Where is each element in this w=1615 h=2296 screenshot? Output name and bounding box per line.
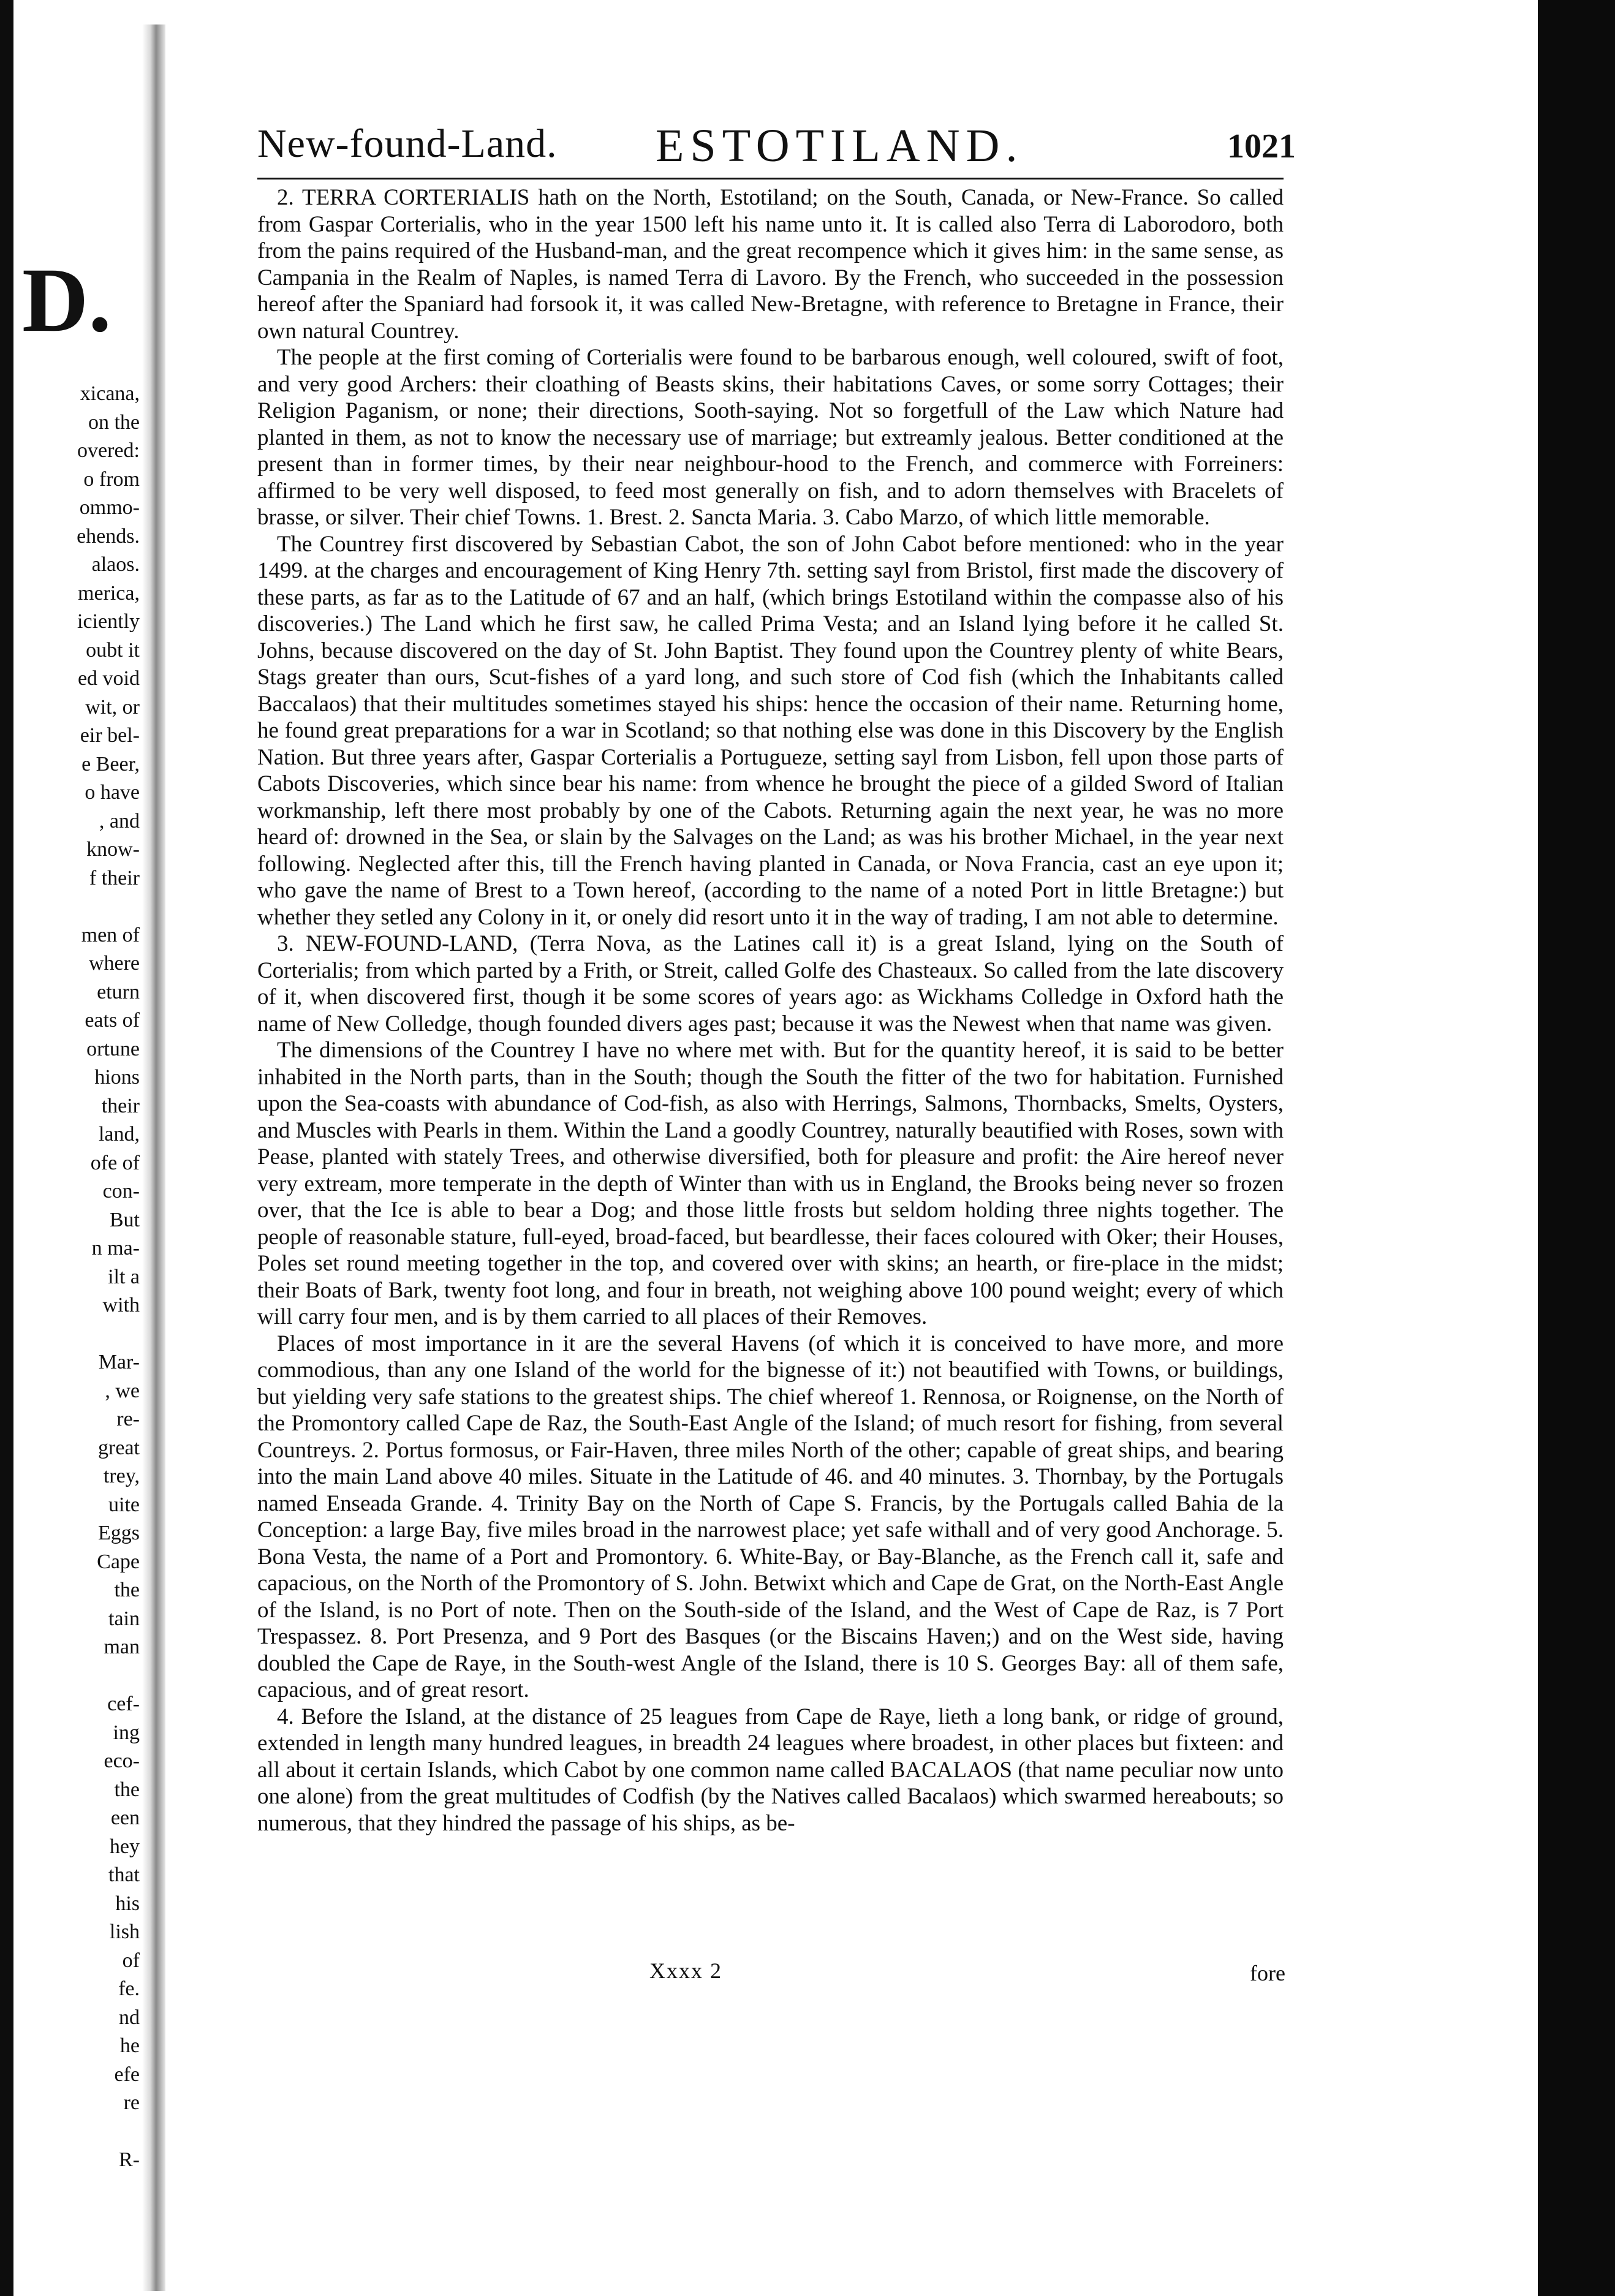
previous-page-line: trey,: [103, 1465, 140, 1487]
previous-page-line: eturn: [97, 980, 140, 1003]
previous-page-big-letter: D.: [22, 249, 112, 351]
previous-page-line: eir bel-: [80, 724, 140, 747]
previous-page-line: hions: [94, 1066, 140, 1089]
previous-page-line: on the: [88, 410, 140, 434]
previous-page-line: lish: [109, 1920, 140, 1943]
previous-page-line: e Beer,: [81, 752, 140, 776]
dark-scan-border-left: [0, 0, 13, 2296]
page-number: 1021: [1227, 127, 1296, 165]
body-text: [257, 184, 1284, 1837]
paragraph: The people at the first coming of Corterialis were found to be barbarous enough, well coloured, swift of foot, and very good Archers: their cloathing of Beasts skins, their habitations Caves, or some sorry Cottages; their Religion Paganism, or none; their directions, Sooth-saying. Not so forgetfull of the Law which Nature had planted in them, as not to know the necessary use of marriage; but extreamly jealous. Better conditioned at the present than in former times, by their near neighbour-hood to the French, and commerce with Forreiners: affirmed to be very well disposed, to feed most generally on fish, and to adorn themselves with Bracelets of brasse, or silver. Their chief Towns. 1. Brest. 2. Sancta Maria. 3. Cabo Marzo, of which little memorable.: [257, 345, 1284, 530]
paragraph: Places of most importance in it are the several Havens (of which it is conceived to have more, and more commodious, than any one Island of the world for the bignesse of it:) not beautified with Towns, or buildings, but yielding very safe stations to the greatest ships. The chief whereof 1. Rennosa, or Roignense, on the North of the Promontory called Cape de Raz, the South-East Angle of the Island; of much resort for fishing, from several Countreys. 2. Portus formosus, or Fair-Haven, three miles North of the other; capable of great ships, and bearing into the main Land above 40 miles. Situate in the Latitude of 46. and 40 minutes. 3. Thornbay, by the Portugals named Enseada Grande. 4. Trinity Bay on the North of Cape S. Francis, by the Portugals called Bahia de la Conception: a large Bay, five miles broad in the narrowest place; yet safe withall and of very good Anchorage. 5. Bona Vesta, the name of a Port and Promontory. 6. White-Bay, or Bay-Blanche, as the French call it, safe and capacious, on the North of the Promontory of S. John. Betwixt which and Cape de Grat, on the North-East Angle of the Island, is no Port of note. Then on the South-side of the Island, and the West of Cape de Raz, is 7 Port Trespassez. 8. Port Presenza, and 9 Port des Basques (or the Biscains Haven;) and on the West side, having doubled the Cape de Raye, in the South-west Angle of the Island, there is 10 S. Georges Bay: all of them safe, capacious, and of great resort.: [257, 1331, 1284, 1702]
dark-scan-border-right: [1538, 0, 1615, 2296]
running-head: [257, 113, 1296, 179]
previous-page-line: o have: [85, 781, 140, 804]
previous-page-line: ed void: [77, 667, 140, 690]
previous-page-line: men of: [81, 923, 140, 946]
previous-page-line: Eggs: [98, 1522, 140, 1544]
previous-page-line: merica,: [78, 581, 140, 605]
previous-page-line: ehends.: [77, 524, 140, 548]
previous-page-line: uite: [108, 1493, 140, 1516]
previous-page-line: ofe of: [90, 1151, 140, 1174]
previous-page-line: oubt it: [86, 638, 140, 662]
previous-page-line: cef-: [107, 1693, 140, 1715]
previous-page-line: re: [123, 2091, 140, 2114]
previous-page-line: hey: [109, 1835, 140, 1858]
previous-page-line: R-: [119, 2148, 140, 2171]
previous-page-line: that: [108, 1864, 140, 1886]
previous-page-line: ilt a: [108, 1265, 140, 1288]
paragraph: 3. NEW-FOUND-LAND, (Terra Nova, as the Latines call it) is a great Island, lying on the South of Corterialis; from which parted by a Frith, or Streit, called Golfe des Chasteaux. So called from the late discovery of it, when discovered first, though it be some scores of years ago: as Wickhams Colledge in Oxford hath the name of New Colledge, though founded divers ages past; because it was the Newest when that name was given.: [257, 931, 1284, 1037]
previous-page-line: of: [122, 1949, 140, 1972]
previous-page-line: man: [104, 1636, 140, 1658]
previous-page-line: the: [114, 1778, 140, 1801]
previous-page-line: Mar-: [98, 1351, 140, 1373]
page-content: [257, 113, 1296, 1837]
previous-page-fragment: [13, 0, 148, 2296]
previous-page-line: great: [98, 1436, 140, 1459]
paragraph: 4. Before the Island, at the distance of 25 leagues from Cape de Raye, lieth a long bank, or ridge of ground, extended in length many hundred leagues, in breadth 24 leagues where broadest, in other places but fixteen: and all about it certain Islands, which Cabot by one common name called BACALAOS (that name peculiar now unto one alone) from the great multitudes of Codfish (by the Natives called Bacalaos) which swarmed hereabouts; so numerous, that they hindred the passage of his ships, as be-: [257, 1704, 1284, 1836]
previous-page-line: eco-: [104, 1750, 140, 1772]
previous-page-line: f their: [89, 866, 140, 889]
previous-page-line: Cape: [97, 1550, 140, 1573]
previous-page-line: xicana,: [80, 382, 140, 405]
previous-page-line: efe: [114, 2063, 140, 2086]
previous-page-line: alaos.: [91, 553, 140, 576]
book-gutter: [142, 25, 165, 2291]
paragraph: The Countrey first discovered by Sebastian Cabot, the son of John Cabot before mentioned: who in the year 1499. at the charges and encouragement of King Henry 7th. setting sayl from Bristol, first made the discovery of these parts, as far as to the Latitude of 67 and an half, (which brings Estotiland within the compasse also of his discoveries.) The Land which he first saw, he called Prima Vesta; and an Island lying before it he called St. Johns, because discovered on the day of St. John Baptist. They found upon the Countrey plenty of white Bears, Stags greater than ours, Scut-fishes of a yard long, and such store of Cod fish (which the Inhabitants called Baccalaos) that their multitudes sometimes stayed his ships: hence the occasion of their name. Returning home, he found great preparations for a war in Scotland; so that nothing else was done in this Discovery by the English Nation. But three years after, Gaspar Corterialis a Portugueze, setting sayl from Lisbon, fell upon those parts of Cabots Discoveries, which since bear his name: from whence he brought the piece of a gilded Sword of Italian workmanship, left there most probably by one of the Cabots. Returning again the next year, he was no more heard of: drowned in the Sea, or slain by the Salvages on the Land; as was his brother Michael, in the year next following. Neglected after this, till the French having planted in Canada, or Nova Francia, cast an eye upon it; who gave the name of Brest to a Town hereof, (according to the name of a noted Port in little Bretagne:) but whether they setled any Colony in it, or onely did resort unto it in the way of trading, I am not able to determine.: [257, 531, 1284, 930]
previous-page-line: know-: [86, 838, 140, 861]
paragraph: 2. TERRA CORTERIALIS hath on the North, Estotiland; on the South, Canada, or New-France. So called from Gaspar Corterialis, who in the year 1500 left his name unto it. It is called also Terra di Laborodoro, both from the pains required of the Husband-man, and the great recompence which it gives him: in the same sense, as Campania in the Realm of Naples, is named Terra di Lavoro. By the French, who succeeded in the possession hereof after the Spaniard had forsook it, it was called New-Bretagne, with reference to Bretagne in France, their own natural Countrey.: [257, 185, 1284, 344]
previous-page-line: wit, or: [85, 695, 140, 719]
previous-page-line: nd: [119, 2006, 140, 2029]
previous-page-line: n ma-: [91, 1237, 140, 1259]
previous-page-line: , and: [99, 809, 140, 833]
previous-page-line: with: [102, 1294, 140, 1316]
previous-page-line: iciently: [77, 610, 140, 633]
paragraph: The dimensions of the Countrey I have no where met with. But for the quantity hereof, it is said to be better inhabited in the North parts, than in the South; though the South the fitter of the two for habitation. Furnished upon the Sea-coasts with abundance of Cod-fish, as also with Herrings, Salmons, Thornbacks, Smelts, Oysters, and Muscles with Pearls in them. Within the Land a goodly Countrey, naturally beautified with Roses, sown with Pease, planted with stately Trees, and otherwise diversified, both for pleasure and profit: the Aire hereof never very extream, more temperate in the depth of Winter than with us in England, the Brooks being never so frozen over, that the Ice is able to bear a Dog; and those little frosts but seldom holding three nights together. The people of reasonable stature, full-eyed, broad-faced, but beardlesse, their faces coloured with Oker; their Houses, Poles set round meeting together in the top, and covered over with skins; an hearth, or fire-place in the midst; their Boats of Bark, twenty foot long, and four in breath, not weighing above 100 pound weight; every of which will carry four men, and is by them carried to all places of their Removes.: [257, 1038, 1284, 1329]
previous-page-line: ing: [113, 1721, 140, 1744]
previous-page-line: eats of: [85, 1009, 140, 1032]
previous-page-line: , we: [105, 1379, 140, 1402]
previous-page-line: een: [110, 1807, 140, 1829]
previous-page-line: re-: [116, 1408, 140, 1430]
previous-page-line: ortune: [86, 1037, 140, 1060]
previous-page-line: the: [114, 1579, 140, 1601]
previous-page-line: where: [88, 952, 140, 975]
previous-page-line: o from: [83, 467, 140, 491]
previous-page-line: fe.: [118, 1977, 140, 2000]
previous-page-line: overed:: [77, 439, 140, 462]
previous-page-line: But: [109, 1208, 140, 1231]
catchword: fore: [1250, 1961, 1285, 1985]
previous-page-line: land,: [98, 1123, 140, 1146]
running-head-title: ESTOTILAND.: [656, 120, 1024, 172]
previous-page-line: ommo-: [79, 496, 140, 519]
previous-page-line: tain: [108, 1607, 140, 1630]
running-head-left: New-found-Land.: [257, 121, 558, 166]
signature-mark: Xxxx 2: [649, 1958, 722, 1983]
previous-page-line: his: [115, 1892, 140, 1915]
previous-page-line: he: [119, 2034, 140, 2057]
previous-page-line: their: [101, 1094, 140, 1117]
previous-page-line: con-: [102, 1180, 140, 1203]
